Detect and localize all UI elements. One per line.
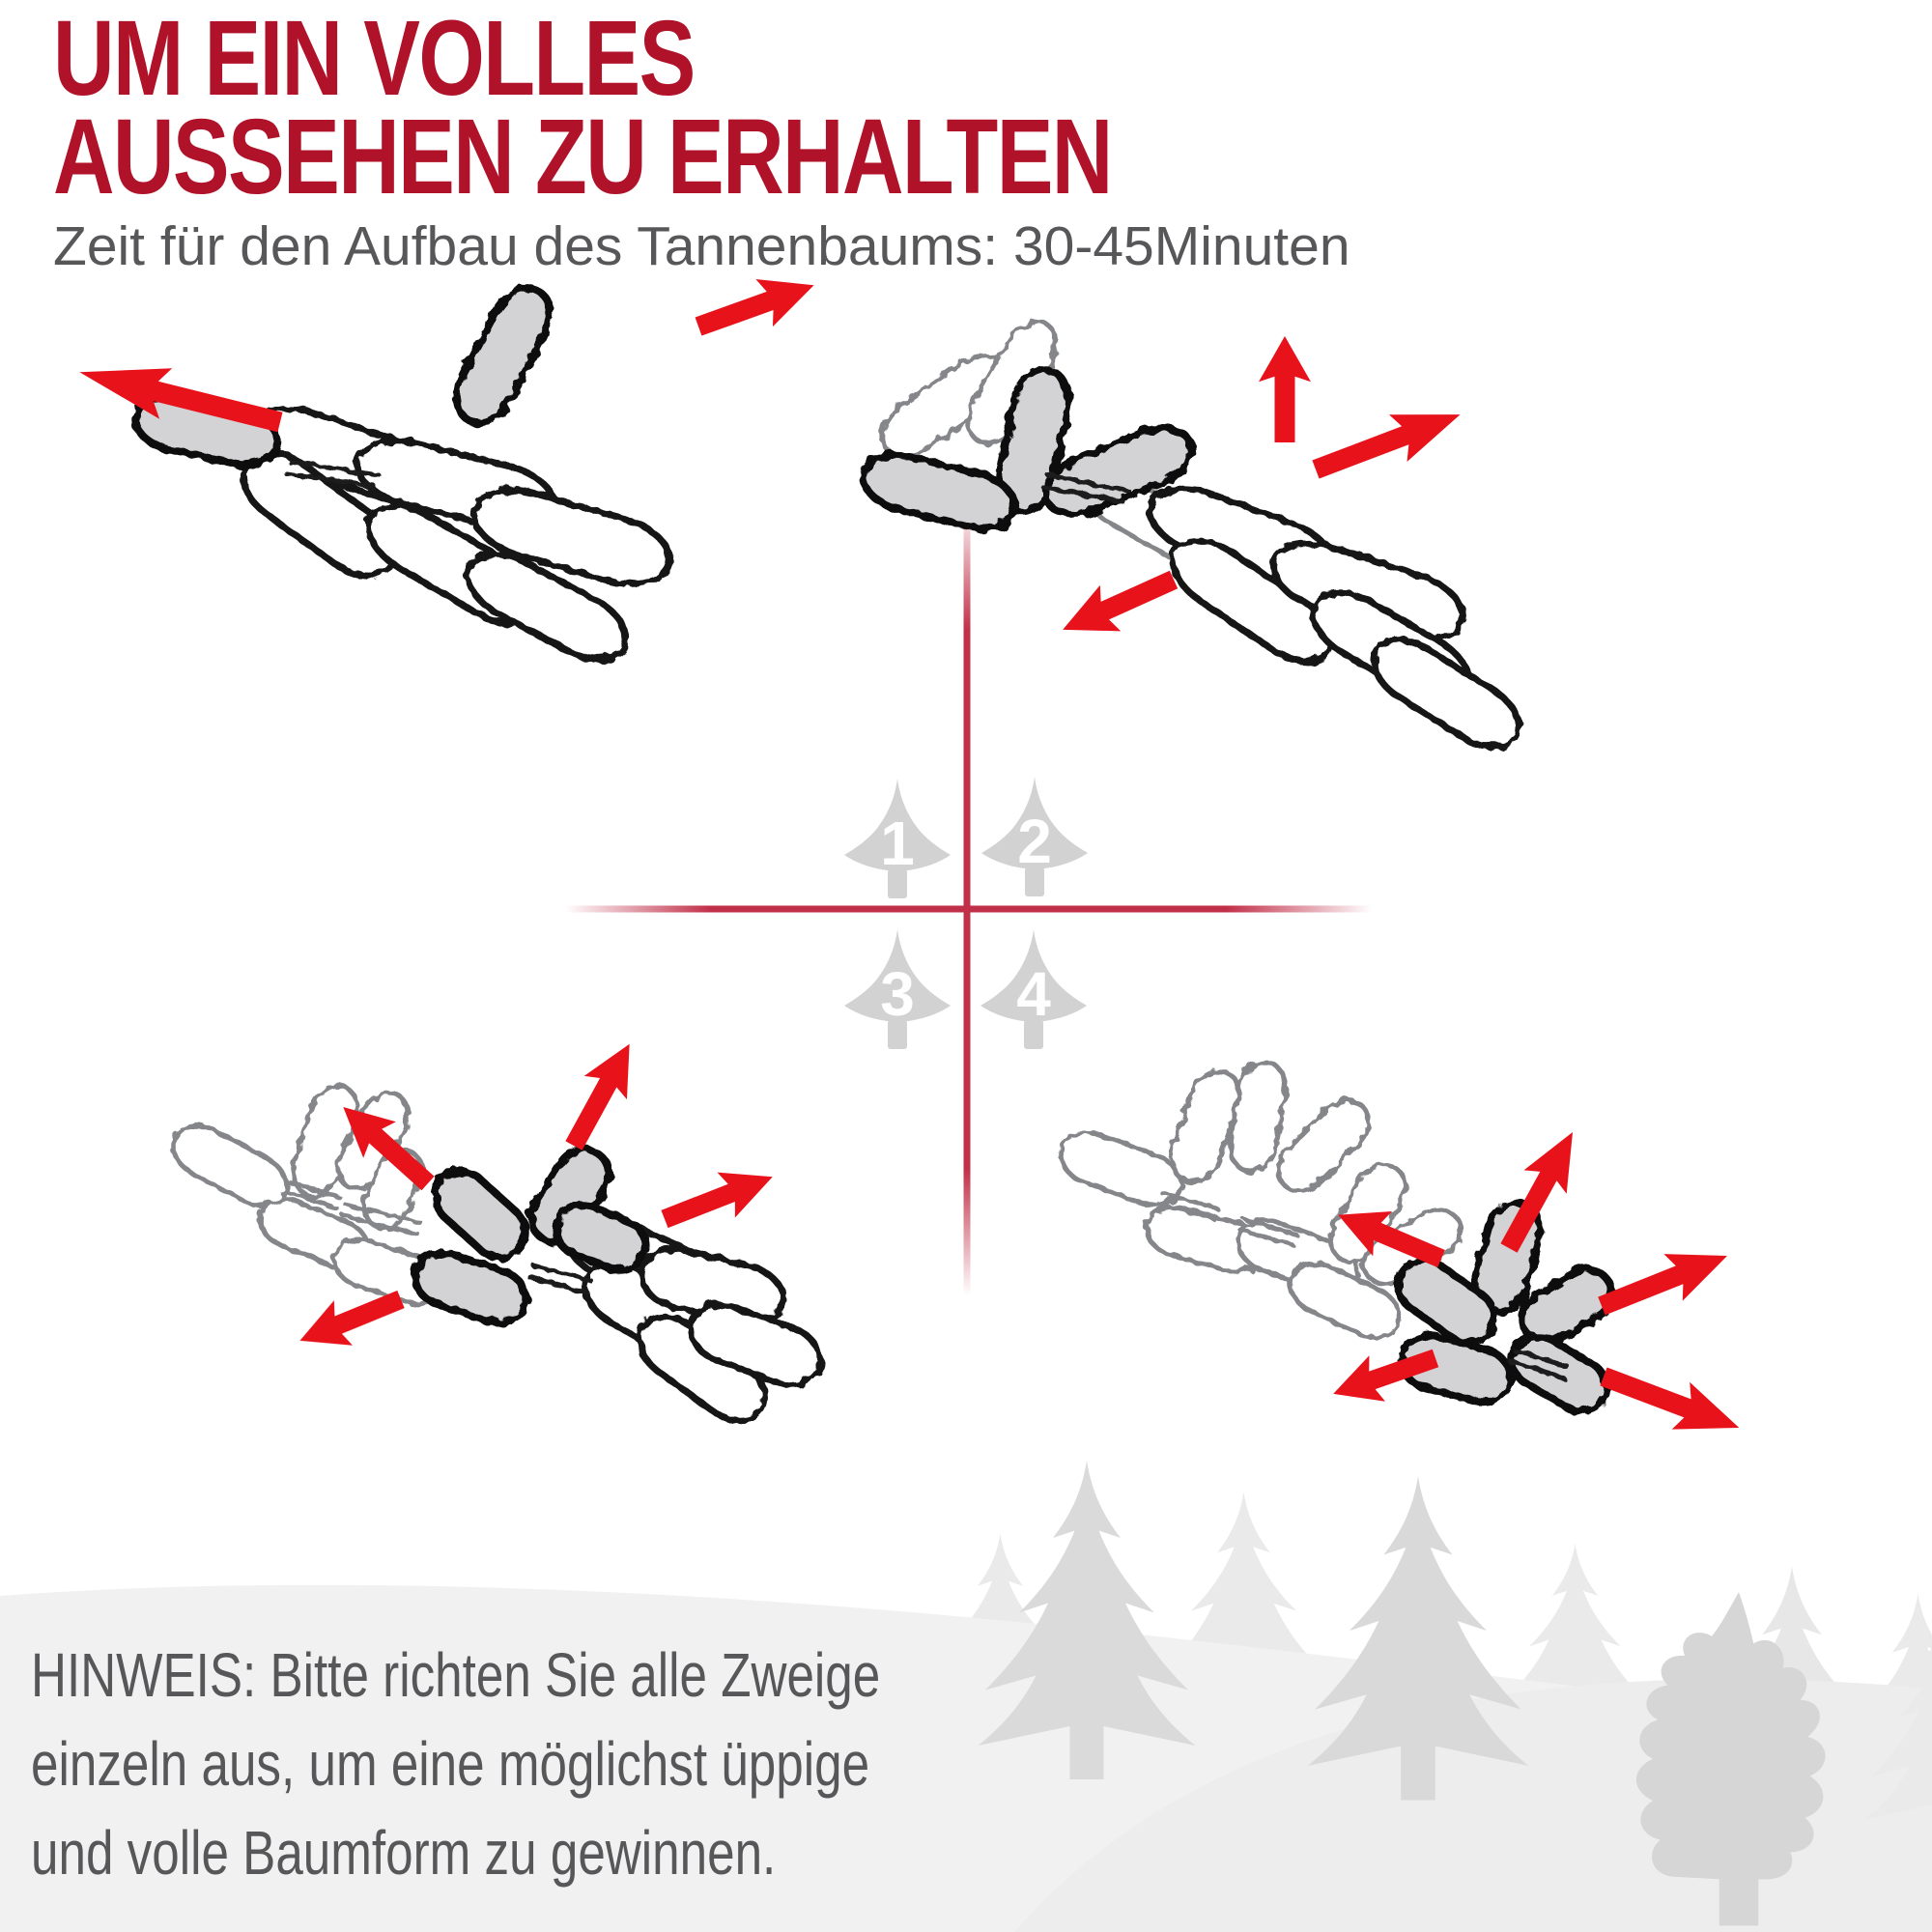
step-number: 4 xyxy=(1016,959,1051,1029)
step-2-branch-illustration xyxy=(858,312,1531,761)
step-3-branch-illustration xyxy=(164,1033,829,1435)
note-line-1: HINWEIS: Bitte richten Sie alle Zweige xyxy=(31,1640,881,1710)
arrow-up-right-icon xyxy=(1307,391,1469,494)
arrow-up-right-icon xyxy=(553,1033,651,1157)
assembly-time-text: Zeit für den Aufbau des Tannenbaums: 30-45Minuten xyxy=(53,215,1350,277)
note-text xyxy=(31,1631,880,1897)
title-line-1: UM EIN VOLLES xyxy=(53,0,695,118)
arrow-down-right-icon xyxy=(1595,1353,1748,1452)
step-number: 2 xyxy=(1017,807,1052,876)
arrow-right-icon xyxy=(1592,1233,1736,1329)
background-tree-icon xyxy=(1308,1476,1529,1800)
step-4-branch-illustration xyxy=(1053,1058,1748,1451)
cross-vertical-line xyxy=(964,503,971,1295)
arrow-right-icon xyxy=(656,1154,781,1242)
page-title xyxy=(53,0,1112,216)
arrow-down-left-icon xyxy=(1052,556,1183,652)
note-line-2: einzeln aus, um eine möglichst üppige xyxy=(31,1729,870,1799)
note-line-3: und volle Baumform zu gewinnen. xyxy=(31,1818,777,1888)
step-number: 1 xyxy=(880,809,915,878)
arrow-up-icon xyxy=(1259,336,1311,442)
title-line-2: AUSSEHEN ZU ERHALTEN xyxy=(53,98,1112,216)
step-1-branch-illustration xyxy=(73,262,823,673)
step-number: 3 xyxy=(880,959,915,1029)
